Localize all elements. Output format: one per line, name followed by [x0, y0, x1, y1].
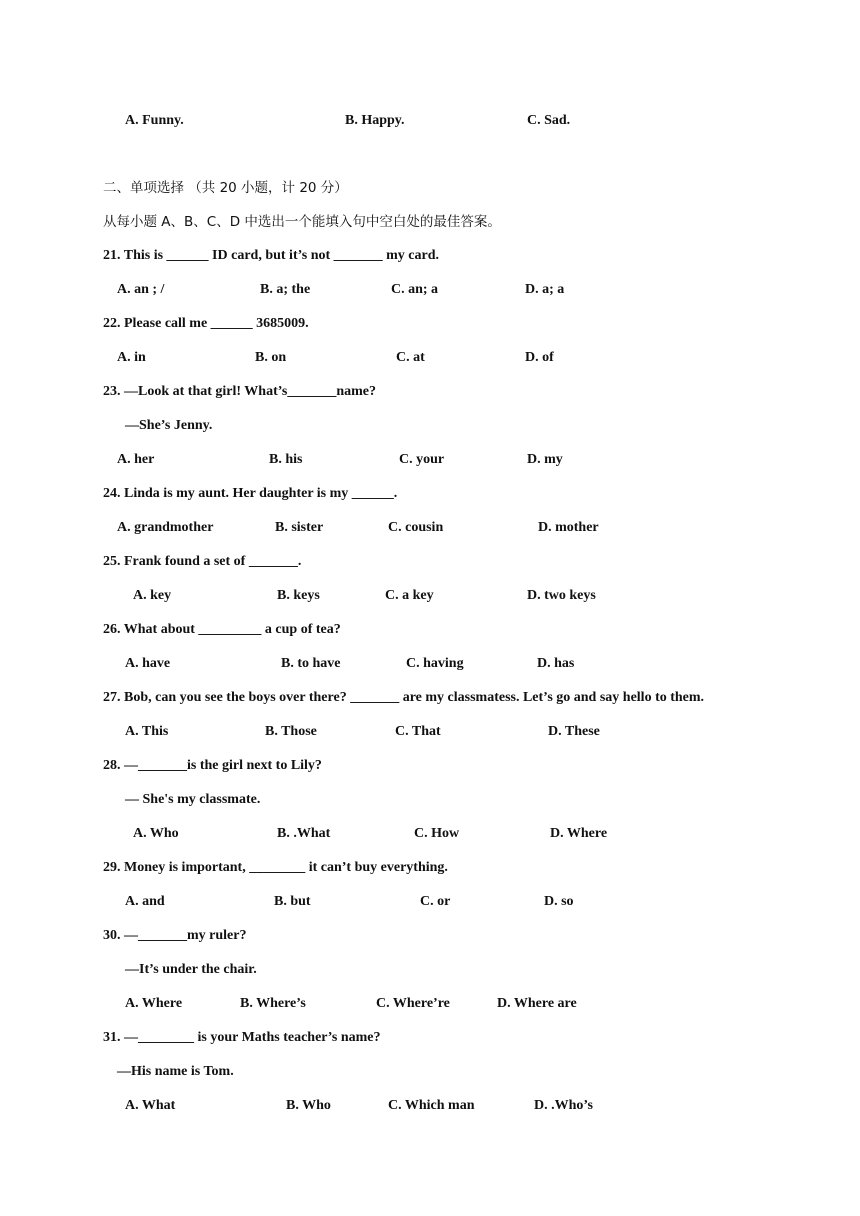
question-29-option-b: B. but	[274, 894, 311, 909]
question-24-option-d: D. mother	[538, 520, 599, 535]
question-22-option-a: A. in	[117, 350, 146, 365]
question-25-stem: 25. Frank found a set of _______.	[103, 554, 302, 569]
question-21-option-b: B. a; the	[260, 282, 311, 297]
question-23-reply: —She’s Jenny.	[125, 418, 213, 433]
question-26-option-d: D. has	[537, 656, 575, 671]
question-31-stem: 31. —________ is your Maths teacher’s name?	[103, 1030, 381, 1045]
question-27-option-d: D. These	[548, 724, 600, 739]
question-22-option-d: D. of	[525, 350, 554, 365]
question-30-option-b: B. Where’s	[240, 996, 306, 1011]
question-24-option-c: C. cousin	[388, 520, 444, 535]
question-23-option-c: C. your	[399, 452, 445, 467]
question-28-option-d: D. Where	[550, 826, 608, 841]
question-30-option-a: A. Where	[125, 996, 183, 1011]
question-23-stem: 23. —Look at that girl! What’s_______name?	[103, 384, 376, 399]
question-21-option-c: C. an; a	[391, 282, 439, 297]
question-21-stem: 21. This is ______ ID card, but it’s not _______ my card.	[103, 248, 440, 263]
question-26-option-b: B. to have	[281, 656, 341, 671]
question-27-option-c: C. That	[395, 724, 441, 739]
question-28-option-c: C. How	[414, 826, 460, 841]
question-29-option-a: A. and	[125, 894, 165, 909]
question-28-reply: — She's my classmate.	[125, 792, 261, 807]
question-24-option-b: B. sister	[275, 520, 324, 535]
question-25-option-d: D. two keys	[527, 588, 596, 603]
question-25-option-b: B. keys	[277, 588, 320, 603]
top-option-b: B. Happy.	[345, 113, 405, 128]
question-27-option-a: A. This	[125, 724, 169, 739]
question-28-stem: 28. —_______is the girl next to Lily?	[103, 758, 322, 773]
question-22-option-b: B. on	[255, 350, 287, 365]
question-21-option-d: D. a; a	[525, 282, 565, 297]
question-28-option-b: B. .What	[277, 826, 331, 841]
section-instruction: 从每小题 A、B、C、D 中选出一个能填入句中空白处的最佳答案。	[103, 214, 501, 230]
question-31-option-c: C. Which man	[388, 1098, 475, 1113]
question-30-option-c: C. Where’re	[376, 996, 450, 1011]
question-31-option-a: A. What	[125, 1098, 176, 1113]
question-28-option-a: A. Who	[133, 826, 179, 841]
question-30-option-d: D. Where are	[497, 996, 577, 1011]
question-30-reply: —It’s under the chair.	[125, 962, 257, 977]
question-29-option-d: D. so	[544, 894, 574, 909]
question-31-option-d: D. .Who’s	[534, 1098, 593, 1113]
question-27-stem: 27. Bob, can you see the boys over there? _______ are my classmatess. Let’s go and say hello to them.	[103, 690, 705, 705]
question-29-option-c: C. or	[420, 894, 451, 909]
question-27-option-b: B. Those	[265, 724, 317, 739]
question-29-stem: 29. Money is important, ________ it can’t buy everything.	[103, 860, 448, 875]
question-22-option-c: C. at	[396, 350, 425, 365]
question-24-option-a: A. grandmother	[117, 520, 214, 535]
question-25-option-c: C. a key	[385, 588, 434, 603]
section-heading: 二、单项选择 （共 20 小题，计 20 分）	[103, 180, 348, 196]
question-31-option-b: B. Who	[286, 1098, 331, 1113]
top-option-c: C. Sad.	[527, 113, 571, 128]
question-31-reply: —His name is Tom.	[117, 1064, 234, 1079]
question-24-stem: 24. Linda is my aunt. Her daughter is my ______.	[103, 486, 398, 501]
question-25-option-a: A. key	[133, 588, 172, 603]
question-26-option-c: C. having	[406, 656, 464, 671]
question-30-stem: 30. —_______my ruler?	[103, 928, 247, 943]
question-26-option-a: A. have	[125, 656, 171, 671]
question-23-option-a: A. her	[117, 452, 155, 467]
top-option-a: A. Funny.	[125, 113, 184, 128]
question-21-option-a: A. an ; /	[117, 282, 165, 297]
question-23-option-b: B. his	[269, 452, 303, 467]
question-23-option-d: D. my	[527, 452, 563, 467]
question-22-stem: 22. Please call me ______ 3685009.	[103, 316, 309, 331]
question-26-stem: 26. What about _________ a cup of tea?	[103, 622, 341, 637]
